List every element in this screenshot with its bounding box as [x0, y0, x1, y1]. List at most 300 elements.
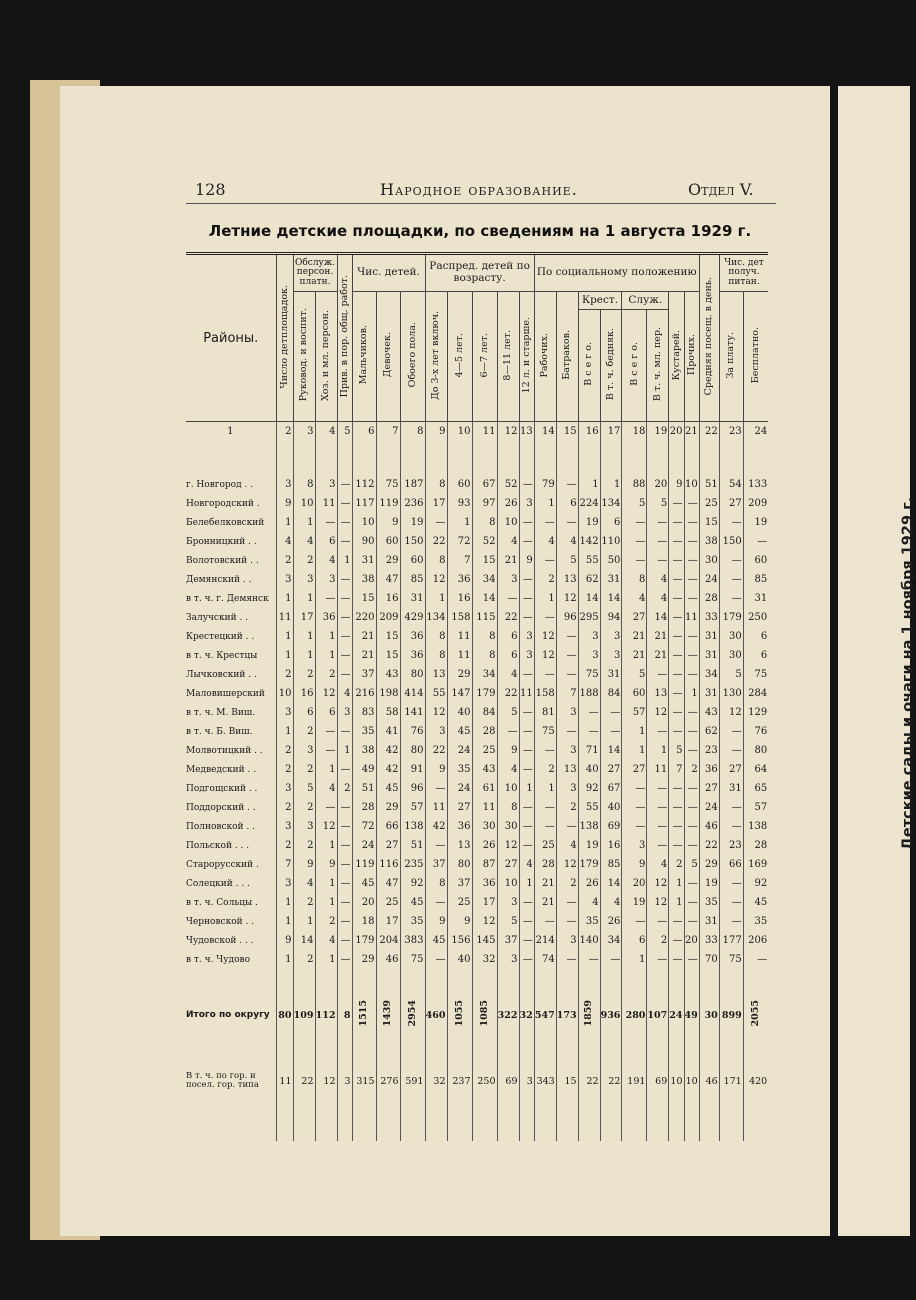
header-col-9: До 3-х лет включ.: [425, 292, 447, 422]
table-cell: 2: [669, 855, 684, 874]
table-cell: 1: [534, 494, 556, 513]
table-cell: 88: [622, 475, 647, 494]
table-cell: 75: [743, 665, 768, 684]
table-cell: 6: [293, 703, 315, 722]
table-cell: 35: [352, 722, 376, 741]
table-cell: 3: [276, 703, 293, 722]
header-col-6: Мальчиков.: [352, 292, 376, 422]
table-cell: 3: [556, 931, 578, 950]
table-cell: 295: [578, 608, 600, 627]
table-cell: 12: [425, 703, 447, 722]
table-cell: —: [669, 665, 684, 684]
rayon-name: Залучский . .: [186, 612, 249, 623]
header-group-peasant: Крест.: [578, 292, 622, 310]
table-cell: 23: [719, 836, 743, 855]
table-cell: 9: [497, 741, 519, 760]
rayon-name: Крестецкий . .: [186, 631, 255, 642]
table-cell: —: [669, 703, 684, 722]
table-cell: 214: [534, 931, 556, 950]
table-cell: —: [719, 893, 743, 912]
table-cell: 17: [425, 494, 447, 513]
table-cell: 2: [684, 760, 699, 779]
table-cell: 6: [497, 627, 519, 646]
table-cell: 236: [400, 494, 425, 513]
table-cell: 1: [578, 475, 600, 494]
table-cell: 2: [276, 551, 293, 570]
table-cell: 5: [622, 665, 647, 684]
table-cell: 80: [400, 665, 425, 684]
total-row: [186, 989, 768, 1041]
column-number: 9: [425, 422, 447, 442]
table-cell: 1: [276, 912, 293, 931]
table-cell: 2: [293, 950, 315, 969]
table-cell: —: [622, 817, 647, 836]
urban-cell: 3: [337, 1061, 352, 1101]
table-row: [186, 855, 768, 874]
table-cell: —: [519, 570, 534, 589]
table-cell: 119: [376, 494, 400, 513]
table-cell: 1: [315, 893, 337, 912]
urban-cell: 315: [352, 1061, 376, 1101]
table-cell: 1: [315, 760, 337, 779]
table-cell: —: [534, 741, 556, 760]
table-cell: 1: [293, 912, 315, 931]
table-cell: —: [684, 722, 699, 741]
rayon-name: Новгородский .: [186, 498, 260, 509]
table-cell: 19: [622, 893, 647, 912]
rayon-name: в т. ч. Б. Виш.: [186, 726, 253, 737]
table-cell: —: [315, 513, 337, 532]
table-cell: 5: [497, 703, 519, 722]
table-cell: 3: [519, 494, 534, 513]
table-cell: 1: [534, 589, 556, 608]
total-cell: 1055: [447, 989, 472, 1041]
table-cell: 156: [447, 931, 472, 950]
table-cell: 21: [622, 627, 647, 646]
table-cell: 60: [447, 475, 472, 494]
table-cell: —: [684, 912, 699, 931]
table-cell: 22: [497, 684, 519, 703]
table-cell: 49: [352, 760, 376, 779]
table-cell: —: [556, 950, 578, 969]
table-cell: 31: [699, 646, 719, 665]
table-cell: 179: [472, 684, 497, 703]
rayon-name: Солецкий . . .: [186, 878, 250, 889]
table-cell: 209: [743, 494, 768, 513]
table-cell: —: [719, 798, 743, 817]
table-cell: 72: [352, 817, 376, 836]
table-cell: 2: [556, 874, 578, 893]
table-cell: 66: [376, 817, 400, 836]
table-cell: 12: [719, 703, 743, 722]
table-cell: 20: [352, 893, 376, 912]
table-cell: 6: [497, 646, 519, 665]
table-cell: 14: [600, 741, 622, 760]
table-cell: 138: [578, 817, 600, 836]
urban-cell: 237: [447, 1061, 472, 1101]
table-cell: 169: [743, 855, 768, 874]
table-cell: —: [600, 722, 622, 741]
table-cell: 2: [276, 836, 293, 855]
page-number: 128: [195, 180, 226, 199]
table-cell: —: [669, 779, 684, 798]
table-cell: —: [519, 532, 534, 551]
table-cell: 117: [352, 494, 376, 513]
table-cell: —: [556, 627, 578, 646]
header-col-5: Прив. в пор. общ. работ.: [337, 254, 352, 422]
table-cell: 6: [743, 646, 768, 665]
table-cell: —: [622, 513, 647, 532]
table-cell: 14: [647, 608, 669, 627]
spacer-row: [186, 969, 768, 989]
table-cell: —: [556, 893, 578, 912]
table-cell: —: [669, 722, 684, 741]
table-cell: 12: [497, 836, 519, 855]
table-cell: 36: [400, 646, 425, 665]
total-cell: 460: [425, 989, 447, 1041]
table-cell: 1: [315, 646, 337, 665]
table-cell: 3: [556, 779, 578, 798]
table-cell: —: [519, 741, 534, 760]
rayon-name: в т. ч. М. Виш.: [186, 707, 256, 718]
table-cell: —: [337, 627, 352, 646]
table-cell: —: [337, 665, 352, 684]
section-label: Отдел V.: [688, 180, 754, 199]
table-cell: 198: [376, 684, 400, 703]
header-col-22: Средняя посещ. в день.: [699, 254, 719, 422]
table-cell: 51: [352, 779, 376, 798]
table-cell: 204: [376, 931, 400, 950]
table-cell: 3: [519, 646, 534, 665]
rayon-name: Старорусский .: [186, 859, 259, 870]
table-cell: 12: [534, 627, 556, 646]
table-cell: —: [556, 912, 578, 931]
table-cell: 1: [669, 893, 684, 912]
table-row: [186, 722, 768, 741]
table-cell: 34: [699, 665, 719, 684]
urban-cell: 46: [699, 1061, 719, 1101]
table-cell: 140: [578, 931, 600, 950]
table-cell: —: [684, 893, 699, 912]
header-col-21: Прочих.: [684, 292, 699, 422]
table-cell: —: [337, 589, 352, 608]
table-cell: —: [337, 608, 352, 627]
table-cell: 11: [447, 627, 472, 646]
table-cell: —: [600, 703, 622, 722]
rayon-name: Маловишерский: [186, 688, 265, 699]
table-cell: 12: [647, 874, 669, 893]
table-cell: —: [578, 722, 600, 741]
table-title: Летние детские площадки, по сведениям на 1 августа 1929 г.: [208, 222, 752, 240]
table-cell: —: [519, 893, 534, 912]
table-cell: 75: [578, 665, 600, 684]
table-cell: 11: [276, 608, 293, 627]
table-cell: 62: [699, 722, 719, 741]
table-cell: 158: [447, 608, 472, 627]
table-cell: 3: [556, 703, 578, 722]
table-cell: 13: [425, 665, 447, 684]
table-cell: 37: [425, 855, 447, 874]
table-cell: —: [669, 627, 684, 646]
table-cell: 2: [293, 665, 315, 684]
table-cell: 75: [534, 722, 556, 741]
urban-cell: 32: [425, 1061, 447, 1101]
table-cell: 1: [293, 589, 315, 608]
table-cell: —: [519, 760, 534, 779]
table-cell: 36: [315, 608, 337, 627]
table-cell: 74: [534, 950, 556, 969]
table-cell: 27: [376, 836, 400, 855]
table-cell: 4: [315, 551, 337, 570]
table-cell: 61: [472, 779, 497, 798]
column-number: 23: [719, 422, 743, 442]
table-cell: 138: [400, 817, 425, 836]
table-cell: 27: [699, 779, 719, 798]
rayon-name: в т. ч. Чудово: [186, 954, 250, 965]
table-cell: 19: [400, 513, 425, 532]
column-number: 19: [647, 422, 669, 442]
table-row: [186, 741, 768, 760]
header-col-13: 12 л. и старше.: [519, 292, 534, 422]
table-cell: 5: [622, 494, 647, 513]
table-cell: 3: [337, 703, 352, 722]
table-cell: 40: [447, 950, 472, 969]
table-cell: 284: [743, 684, 768, 703]
urban-cell: 591: [400, 1061, 425, 1101]
table-cell: 11: [472, 798, 497, 817]
header-rule: [186, 203, 776, 204]
table-cell: 12: [472, 912, 497, 931]
table-cell: 85: [400, 570, 425, 589]
table-cell: 94: [600, 608, 622, 627]
table-cell: 1: [276, 513, 293, 532]
table-cell: 80: [743, 741, 768, 760]
table-cell: —: [519, 912, 534, 931]
table-cell: 6: [743, 627, 768, 646]
table-cell: 20: [684, 931, 699, 950]
table-cell: 10: [684, 475, 699, 494]
urban-cell: 420: [743, 1061, 768, 1101]
table-cell: —: [519, 703, 534, 722]
table-cell: —: [315, 589, 337, 608]
table-row: [186, 703, 768, 722]
table-cell: 91: [400, 760, 425, 779]
table-cell: —: [337, 950, 352, 969]
rayon-name: в т. ч. Сольцы .: [186, 897, 258, 908]
table-cell: 20: [647, 475, 669, 494]
table-cell: 34: [600, 931, 622, 950]
table-cell: —: [647, 513, 669, 532]
table-cell: 27: [622, 760, 647, 779]
table-cell: 26: [600, 912, 622, 931]
total-cell: 80: [276, 989, 293, 1041]
table-cell: 8: [497, 798, 519, 817]
total-cell: 173: [556, 989, 578, 1041]
column-number: 15: [556, 422, 578, 442]
table-cell: —: [497, 589, 519, 608]
table-cell: 19: [699, 874, 719, 893]
table-cell: 209: [376, 608, 400, 627]
table-cell: 4: [337, 684, 352, 703]
table-cell: —: [669, 950, 684, 969]
table-cell: 80: [400, 741, 425, 760]
total-cell: 24: [669, 989, 684, 1041]
table-cell: —: [669, 513, 684, 532]
header-group-staff: Обслуж. персон. платн.: [293, 254, 337, 292]
table-cell: —: [600, 950, 622, 969]
table-cell: 35: [743, 912, 768, 931]
table-cell: 36: [447, 570, 472, 589]
rayon-name: Демянский . .: [186, 574, 252, 585]
table-cell: 5: [684, 855, 699, 874]
table-cell: 13: [556, 570, 578, 589]
table-cell: 1: [276, 893, 293, 912]
table-row: [186, 950, 768, 969]
table-cell: 57: [400, 798, 425, 817]
table-cell: 11: [647, 760, 669, 779]
table-cell: 3: [276, 779, 293, 798]
table-cell: 4: [519, 855, 534, 874]
column-number: 24: [743, 422, 768, 442]
table-cell: 81: [534, 703, 556, 722]
table-cell: 45: [352, 874, 376, 893]
table-cell: 22: [425, 532, 447, 551]
table-cell: 4: [556, 836, 578, 855]
table-cell: 45: [447, 722, 472, 741]
table-cell: 14: [600, 589, 622, 608]
table-cell: 220: [352, 608, 376, 627]
table-cell: 4: [497, 665, 519, 684]
table-cell: —: [647, 836, 669, 855]
table-cell: 12: [647, 703, 669, 722]
table-cell: —: [425, 950, 447, 969]
statistics-table: [186, 252, 768, 1141]
table-cell: 3: [497, 950, 519, 969]
table-cell: 216: [352, 684, 376, 703]
table-cell: 187: [400, 475, 425, 494]
urban-cell: 69: [647, 1061, 669, 1101]
table-cell: 52: [472, 532, 497, 551]
table-cell: 37: [447, 874, 472, 893]
total-cell: 2954: [400, 989, 425, 1041]
total-cell: 547: [534, 989, 556, 1041]
table-cell: 62: [578, 570, 600, 589]
table-cell: 179: [578, 855, 600, 874]
table-body: [186, 422, 768, 1142]
table-cell: 3: [556, 741, 578, 760]
table-cell: —: [684, 798, 699, 817]
table-cell: —: [519, 798, 534, 817]
table-cell: 4: [534, 532, 556, 551]
table-cell: 116: [376, 855, 400, 874]
table-cell: —: [622, 551, 647, 570]
table-cell: 9: [447, 912, 472, 931]
table-cell: —: [337, 874, 352, 893]
table-cell: 4: [622, 589, 647, 608]
table-cell: —: [337, 570, 352, 589]
header-col-10: 4—5 лет.: [447, 292, 472, 422]
table-cell: —: [425, 513, 447, 532]
column-number: 10: [447, 422, 472, 442]
urban-cell: 69: [497, 1061, 519, 1101]
header-col-4: Хоз. и мл. персон.: [315, 292, 337, 422]
column-number: 2: [276, 422, 293, 442]
table-cell: 37: [352, 665, 376, 684]
table-cell: 30: [497, 817, 519, 836]
rayon-name: Лычковский . .: [186, 669, 257, 680]
table-cell: 32: [472, 950, 497, 969]
table-cell: 4: [647, 855, 669, 874]
table-cell: 1: [276, 646, 293, 665]
table-cell: 31: [699, 627, 719, 646]
table-cell: 188: [578, 684, 600, 703]
table-cell: 43: [699, 703, 719, 722]
urban-cell: 276: [376, 1061, 400, 1101]
total-cell: 280: [622, 989, 647, 1041]
table-cell: 23: [699, 741, 719, 760]
table-cell: 1: [684, 684, 699, 703]
table-cell: 31: [699, 684, 719, 703]
column-number: 5: [337, 422, 352, 442]
column-number: 17: [600, 422, 622, 442]
table-cell: 67: [472, 475, 497, 494]
table-cell: 2: [276, 760, 293, 779]
total-cell: 109: [293, 989, 315, 1041]
table-cell: —: [337, 494, 352, 513]
table-cell: —: [647, 551, 669, 570]
table-cell: —: [684, 665, 699, 684]
table-cell: 8: [425, 627, 447, 646]
table-cell: 46: [699, 817, 719, 836]
table-cell: 38: [352, 570, 376, 589]
table-cell: 21: [647, 627, 669, 646]
table-cell: 16: [600, 836, 622, 855]
table-cell: 46: [376, 950, 400, 969]
table-cell: —: [647, 722, 669, 741]
table-cell: —: [684, 779, 699, 798]
table-cell: —: [647, 912, 669, 931]
total-cell: 2055: [743, 989, 768, 1041]
table-cell: 3: [600, 627, 622, 646]
table-cell: 47: [376, 570, 400, 589]
table-row: [186, 874, 768, 893]
table-cell: 75: [400, 950, 425, 969]
table-cell: —: [497, 722, 519, 741]
table-row: [186, 798, 768, 817]
table-cell: 141: [400, 703, 425, 722]
table-cell: 8: [293, 475, 315, 494]
table-cell: 57: [743, 798, 768, 817]
table-cell: 3: [293, 741, 315, 760]
table-cell: —: [647, 950, 669, 969]
table-cell: 8: [425, 874, 447, 893]
table-cell: 60: [400, 551, 425, 570]
table-cell: 76: [743, 722, 768, 741]
table-cell: —: [519, 950, 534, 969]
table-cell: 36: [472, 874, 497, 893]
table-cell: 76: [400, 722, 425, 741]
table-cell: —: [337, 513, 352, 532]
table-cell: —: [684, 627, 699, 646]
table-cell: 1: [276, 722, 293, 741]
table-cell: 3: [276, 570, 293, 589]
table-cell: —: [684, 703, 699, 722]
table-cell: —: [669, 912, 684, 931]
table-cell: 55: [425, 684, 447, 703]
table-cell: 158: [534, 684, 556, 703]
table-cell: —: [669, 589, 684, 608]
table-row: [186, 760, 768, 779]
